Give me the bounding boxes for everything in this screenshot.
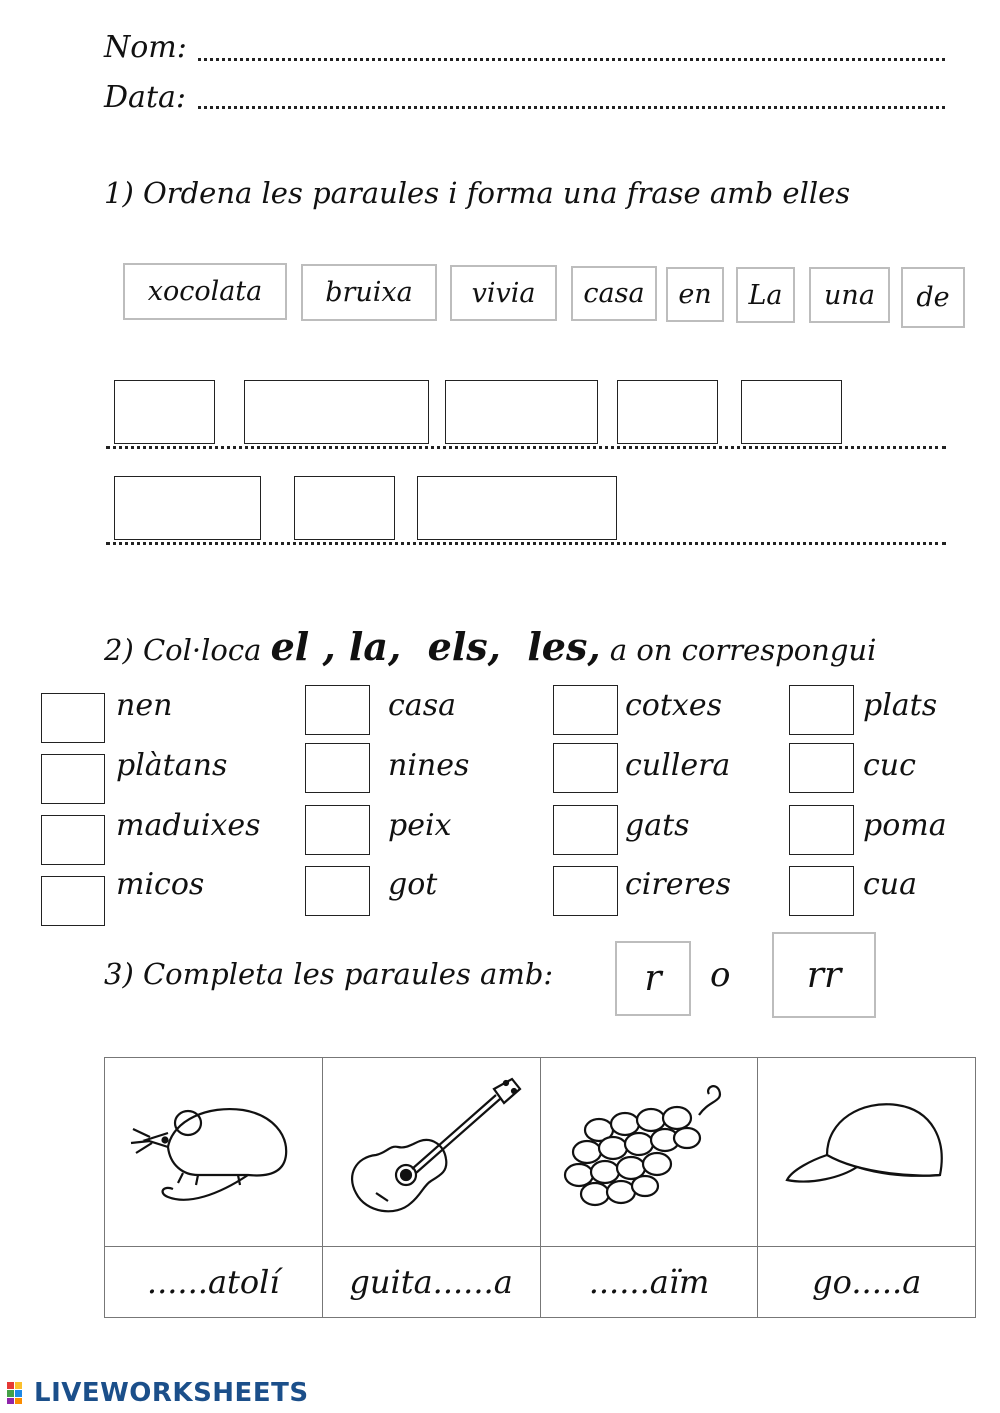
noun-label: maduixes — [116, 808, 261, 843]
article-box[interactable] — [305, 743, 370, 793]
picture-cell — [105, 1058, 323, 1247]
answer-slot-2[interactable] — [244, 380, 429, 444]
noun-label: cullera — [625, 748, 731, 783]
answer-slot-5[interactable] — [741, 380, 842, 444]
word-card-la[interactable]: La — [736, 267, 795, 323]
answer-slot-8[interactable] — [417, 476, 617, 540]
picture-cell — [540, 1058, 758, 1247]
word-card-en[interactable]: en — [666, 267, 724, 322]
word-card-bruixa[interactable]: bruixa — [301, 264, 437, 321]
article-box[interactable] — [553, 805, 618, 855]
noun-label: micos — [116, 867, 205, 902]
fill-word-cap[interactable]: go.....a — [758, 1247, 976, 1318]
picture-table — [104, 1057, 976, 1318]
noun-label: got — [388, 867, 438, 902]
article-box[interactable] — [305, 685, 370, 735]
noun-label: nines — [388, 748, 470, 783]
article-box[interactable] — [553, 685, 618, 735]
noun-label: plats — [863, 688, 938, 723]
word-card-vivia[interactable]: vivia — [450, 265, 557, 321]
sentence-line-1 — [106, 446, 946, 449]
date-line[interactable] — [198, 106, 945, 109]
section2-articles: el , la, els, les, — [270, 624, 601, 669]
noun-label: cotxes — [625, 688, 722, 723]
article-box[interactable] — [553, 743, 618, 793]
noun-label: gats — [625, 808, 690, 843]
section3-title: 3) Completa les paraules amb: — [104, 957, 554, 991]
option-connector: o — [710, 955, 731, 995]
article-box[interactable] — [553, 866, 618, 916]
answer-slot-1[interactable] — [114, 380, 215, 444]
fill-word-grapes[interactable]: ......aïm — [540, 1247, 758, 1318]
answer-slot-6[interactable] — [114, 476, 261, 540]
article-box[interactable] — [41, 693, 105, 743]
guitar-icon — [336, 1075, 526, 1225]
mouse-icon — [128, 1085, 298, 1215]
noun-label: cuc — [863, 748, 916, 783]
fill-word-mouse[interactable]: ......atolí — [105, 1247, 323, 1318]
article-box[interactable] — [41, 754, 105, 804]
liveworksheets-brand: LIVEWORKSHEETS — [34, 1378, 309, 1408]
answer-slot-7[interactable] — [294, 476, 395, 540]
section2-title-suffix: a on correspongui — [609, 633, 877, 667]
article-box[interactable] — [789, 685, 854, 735]
word-card-xocolata[interactable]: xocolata — [123, 263, 287, 320]
name-line[interactable] — [198, 58, 945, 61]
word-card-de[interactable]: de — [901, 267, 965, 328]
word-card-casa[interactable]: casa — [571, 266, 657, 321]
noun-label: poma — [863, 808, 947, 843]
section2-title — [104, 624, 876, 669]
fill-word-guitar[interactable]: guita......a — [322, 1247, 540, 1318]
article-box[interactable] — [789, 805, 854, 855]
article-box[interactable] — [789, 866, 854, 916]
grapes-icon — [559, 1080, 739, 1220]
answer-slot-4[interactable] — [617, 380, 718, 444]
article-box[interactable] — [305, 805, 370, 855]
liveworksheets-logo — [6, 1378, 309, 1408]
section1-title: 1) Ordena les paraules i forma una frase amb elles — [104, 176, 851, 210]
noun-label: peix — [388, 808, 452, 843]
noun-label: cireres — [625, 867, 731, 902]
word-card-una[interactable]: una — [809, 267, 890, 323]
article-box[interactable] — [305, 866, 370, 916]
answer-slot-3[interactable] — [445, 380, 598, 444]
noun-label: cua — [863, 867, 918, 902]
article-box[interactable] — [41, 815, 105, 865]
noun-label: casa — [388, 688, 456, 723]
section2-title-prefix: 2) Col·loca — [104, 633, 262, 667]
option-r-card[interactable]: r — [615, 941, 691, 1016]
article-box[interactable] — [789, 743, 854, 793]
name-label: Nom: — [104, 30, 187, 65]
noun-label: plàtans — [116, 748, 228, 783]
date-label: Data: — [104, 80, 186, 115]
article-box[interactable] — [41, 876, 105, 926]
cap-icon — [782, 1085, 952, 1215]
picture-cell — [758, 1058, 976, 1247]
noun-label: nen — [116, 688, 173, 723]
liveworksheets-icon — [6, 1381, 30, 1405]
option-rr-card[interactable]: rr — [772, 932, 876, 1018]
picture-cell — [322, 1058, 540, 1247]
sentence-line-2 — [106, 542, 946, 545]
